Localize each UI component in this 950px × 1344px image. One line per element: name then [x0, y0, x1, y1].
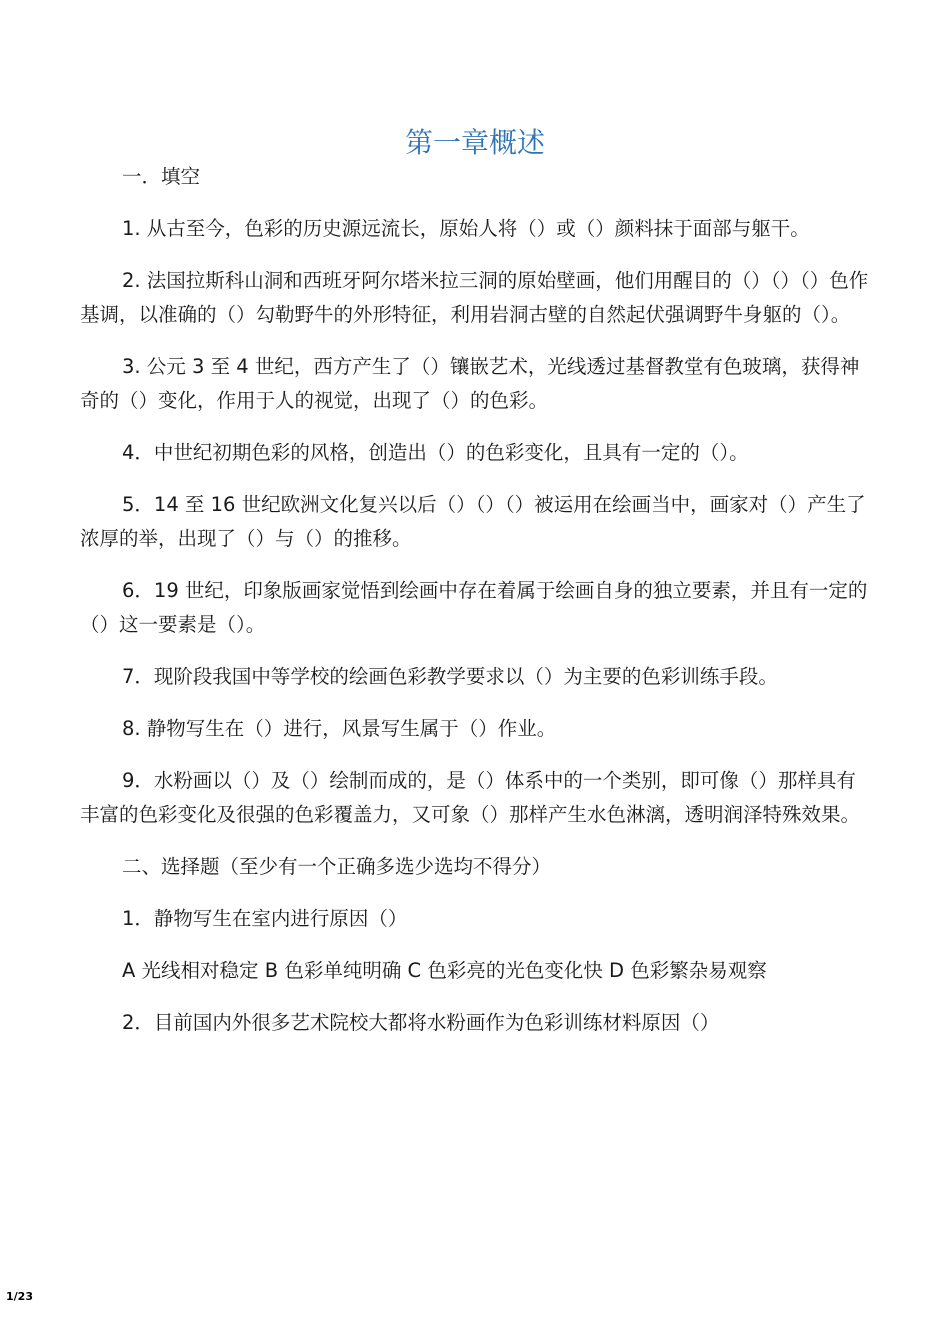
document-body: [80, 160, 870, 1058]
question-paragraph: 4．中世纪初期色彩的风格，创造出（）的色彩变化，且具有一定的（）。: [122, 441, 749, 464]
question-paragraph: 8. 静物写生在（）进行，风景写生属于（）作业。: [122, 717, 557, 740]
question-paragraph: 2．目前国内外很多艺术院校大都将水粉画作为色彩训练材料原因（）: [122, 1011, 720, 1034]
question-paragraph: 6．19 世纪，印象版画家觉悟到绘画中存在着属于绘画自身的独立要素，并且有一定的（）这一要素是（）。: [80, 579, 868, 636]
question-paragraph: 2. 法国拉斯科山洞和西班牙阿尔塔米拉三洞的原始壁画，他们用醒目的（）（）（）色作基调，以准确的（）勾勒野牛的外形特征，利用岩洞古壁的自然起伏强调野牛身躯的（）。: [80, 269, 869, 326]
question-paragraph: 7．现阶段我国中等学校的绘画色彩教学要求以（）为主要的色彩训练手段。: [122, 665, 778, 688]
document-title: 第一章概述: [404, 125, 545, 159]
section-heading-multiple-choice: 二、选择题（至少有一个正确多选少选均不得分）: [122, 855, 552, 878]
answer-options: A 光线相对稳定 B 色彩单纯明确 C 色彩亮的光色变化快 D 色彩繁杂易观察: [122, 959, 767, 982]
page-number: 1/23: [6, 1290, 33, 1303]
question-paragraph: 1. 从古至今，色彩的历史源远流长，原始人将（）或（）颜料抹于面部与躯干。: [122, 217, 810, 240]
question-paragraph: 3. 公元 3 至 4 世纪，西方产生了（）镶嵌艺术，光线透过基督教堂有色玻璃，获得神奇的（）变化，作用于人的视觉，出现了（）的色彩。: [80, 355, 860, 412]
section-heading-fill-blank: 一．填空: [122, 165, 201, 188]
question-paragraph: 1．静物写生在室内进行原因（）: [122, 907, 408, 930]
question-paragraph: 5．14 至 16 世纪欧洲文化复兴以后（）（）（）被运用在绘画当中，画家对（）产生了浓厚的举，出现了（）与（）的推移。: [80, 493, 866, 550]
question-paragraph: 9．水粉画以（）及（）绘制而成的，是（）体系中的一个类别，即可像（）那样具有丰富的色彩变化及很强的色彩覆盖力，又可象（）那样产生水色淋漓，透明润泽特殊效果。: [80, 769, 861, 826]
